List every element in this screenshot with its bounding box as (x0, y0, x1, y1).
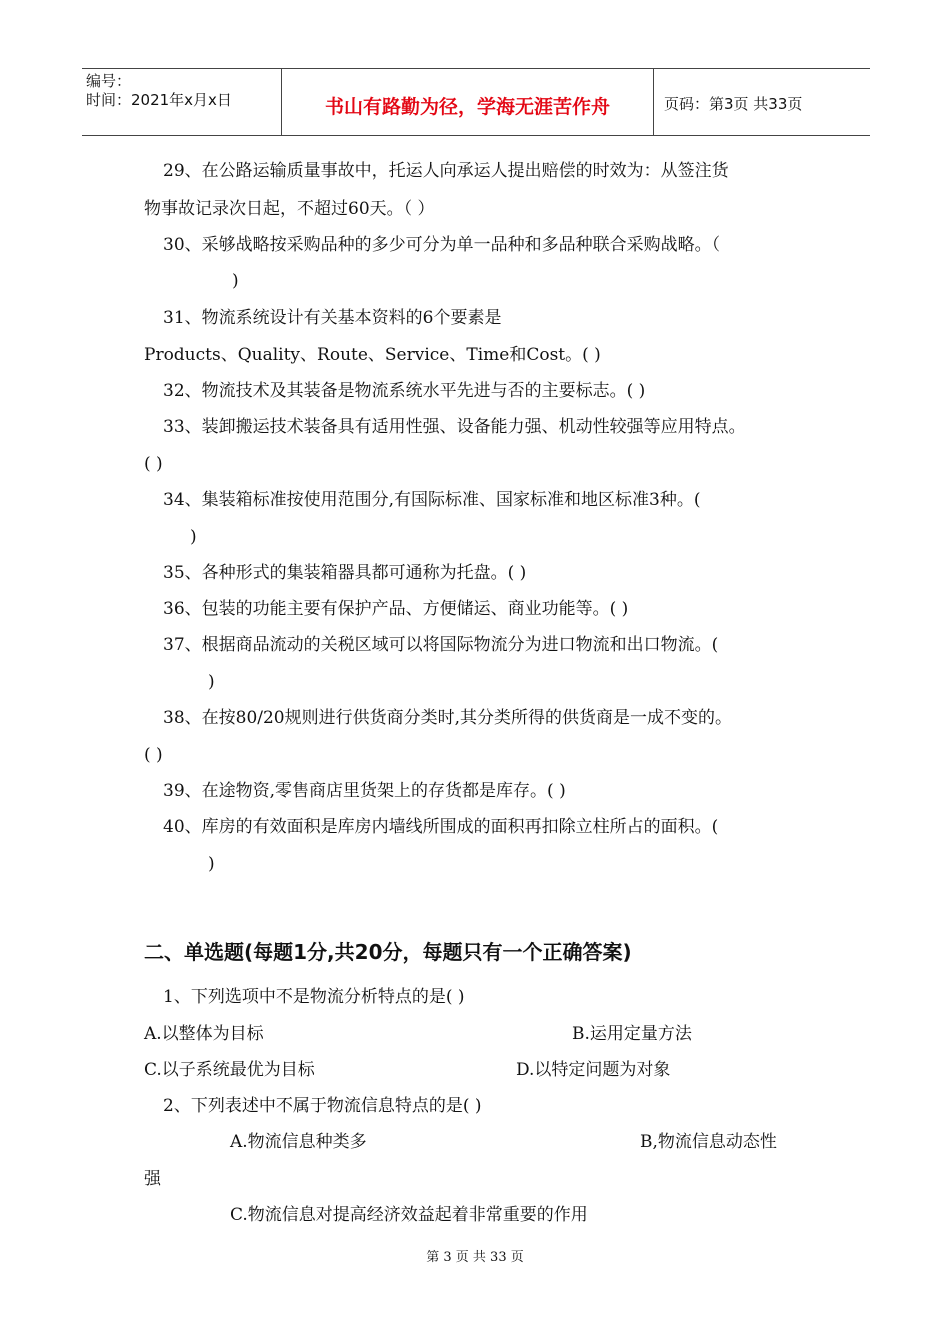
q30-line1: 30、采够战略按采购品种的多少可分为单一品种和多品种联合采购战略。（ (163, 235, 721, 255)
q31-line1: 31、物流系统设计有关基本资料的6个要素是 (163, 308, 502, 328)
q38-line1: 38、在按80/20规则进行供货商分类时,其分类所得的供货商是一成不变的。 (163, 708, 733, 728)
q33-line1: 33、装卸搬运技术装备具有适用性强、设备能力强、机动性较强等应用特点。 (163, 417, 746, 437)
q31-line2: Products、Quality、Route、Service、Time和Cost。( ) (144, 345, 601, 365)
q37-line2: ) (208, 672, 215, 692)
q36-line: 36、包装的功能主要有保护产品、方便储运、商业功能等。( ) (163, 599, 629, 619)
q37-line1: 37、根据商品流动的关税区域可以将国际物流分为进口物流和出口物流。( (163, 635, 719, 655)
q33-line2: ( ) (144, 454, 163, 474)
header-left-cell (82, 69, 282, 135)
q34-line1: 34、集装箱标准按使用范围分,有国际标准、国家标准和地区标准3种。( (163, 490, 701, 510)
date-label: 时间：2021年x月x日 (86, 91, 232, 109)
mc-q2-option-b-wrap: 强 (144, 1169, 161, 1189)
q30-line2: ) (232, 271, 239, 291)
q39-line: 39、在途物资,零售商店里货架上的存货都是库存。( ) (163, 781, 566, 801)
mc-q2-option-a: A.物流信息种类多 (230, 1132, 367, 1152)
header-page-info: 页码：第3页 共33页 (664, 94, 803, 113)
section-title: 二、单选题(每题1分,共20分，每题只有一个正确答案) (144, 940, 632, 964)
q29-line1: 29、在公路运输质量事故中，托运人向承运人提出赔偿的时效为：从签注货 (163, 161, 729, 181)
page-footer: 第 3 页 共 33 页 (426, 1250, 524, 1265)
q38-line2: ( ) (144, 745, 163, 765)
page-header (82, 68, 870, 136)
number-label: 编号： (86, 72, 132, 90)
mc-q1-option-c: C.以子系统最优为目标 (144, 1060, 315, 1080)
mc-q1-option-d: D.以特定问题为对象 (516, 1060, 671, 1080)
mc-q1-option-b: B.运用定量方法 (572, 1024, 692, 1044)
q35-line: 35、各种形式的集装箱器具都可通称为托盘。( ) (163, 563, 527, 583)
q40-line2: ) (208, 854, 215, 874)
q29-line2: 物事故记录次日起，不超过60天。（ ） (144, 199, 435, 219)
mc-q1: 1、下列选项中不是物流分析特点的是( ) (163, 987, 465, 1007)
mc-q2: 2、下列表述中不属于物流信息特点的是( ) (163, 1096, 482, 1116)
mc-q2-option-c: C.物流信息对提高经济效益起着非常重要的作用 (230, 1205, 588, 1225)
q32-line: 32、物流技术及其装备是物流系统水平先进与否的主要标志。( ) (163, 381, 646, 401)
mc-q1-option-a: A.以整体为目标 (144, 1024, 264, 1044)
q40-line1: 40、库房的有效面积是库房内墙线所围成的面积再扣除立柱所占的面积。( (163, 817, 719, 837)
header-motto: 书山有路勤为径，学海无涯苦作舟 (282, 69, 654, 135)
q34-line2: ) (190, 527, 197, 547)
mc-q2-option-b: B,物流信息动态性 (640, 1132, 777, 1152)
